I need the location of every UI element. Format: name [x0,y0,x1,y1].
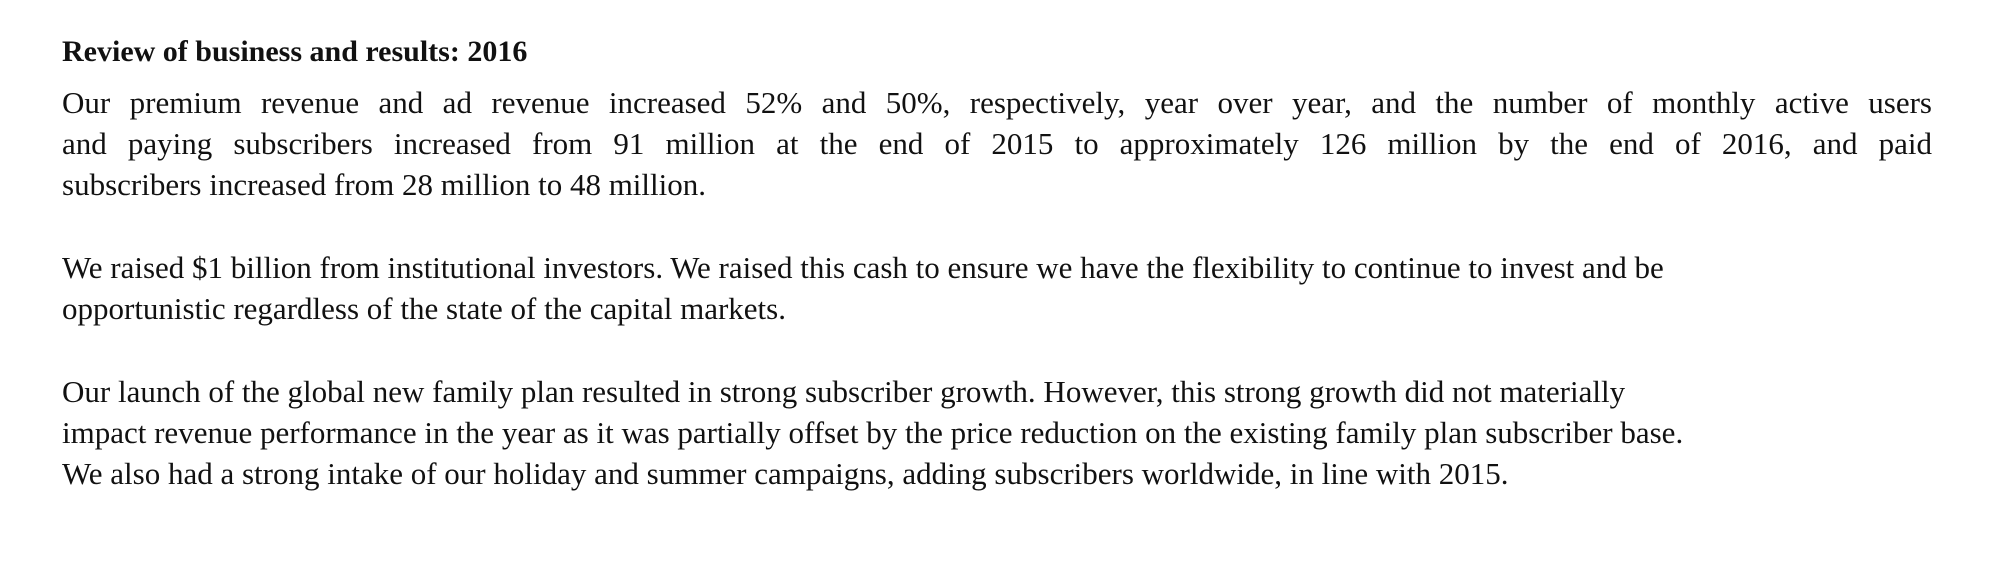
paragraph-results [62,82,1932,205]
paragraph-line: We also had a strong intake of our holiday and summer campaigns, adding subscribers worldwide, in line with 2015. [62,456,1509,491]
paragraph-line: Our launch of the global new family plan resulted in strong subscriber growth. However, this strong growth did not materially [62,374,1626,409]
paragraph-line: subscribers increased from 28 million to 48 million. [62,167,707,202]
section-heading: Review of business and results: 2016 [62,35,528,68]
paragraph-line: impact revenue performance in the year as it was partially offset by the price reduction on the existing family plan subscriber base. [62,415,1684,450]
paragraph-line: We raised $1 billion from institutional investors. We raised this cash to ensure we have the flexibility to continue to invest and be [62,250,1664,285]
paragraph-funding [62,247,1932,329]
paragraph-line: Our premium revenue and ad revenue increased 52% and 50%, respectively, year over year, and the number of monthly active users [62,85,1932,120]
paragraph-line: opportunistic regardless of the state of the capital markets. [62,291,786,326]
paragraph-family-plan [62,371,1932,494]
document-page [62,30,1932,536]
paragraph-line: and paying subscribers increased from 91 million at the end of 2015 to approximately 126 million by the end of 2016, and paid [62,126,1932,161]
